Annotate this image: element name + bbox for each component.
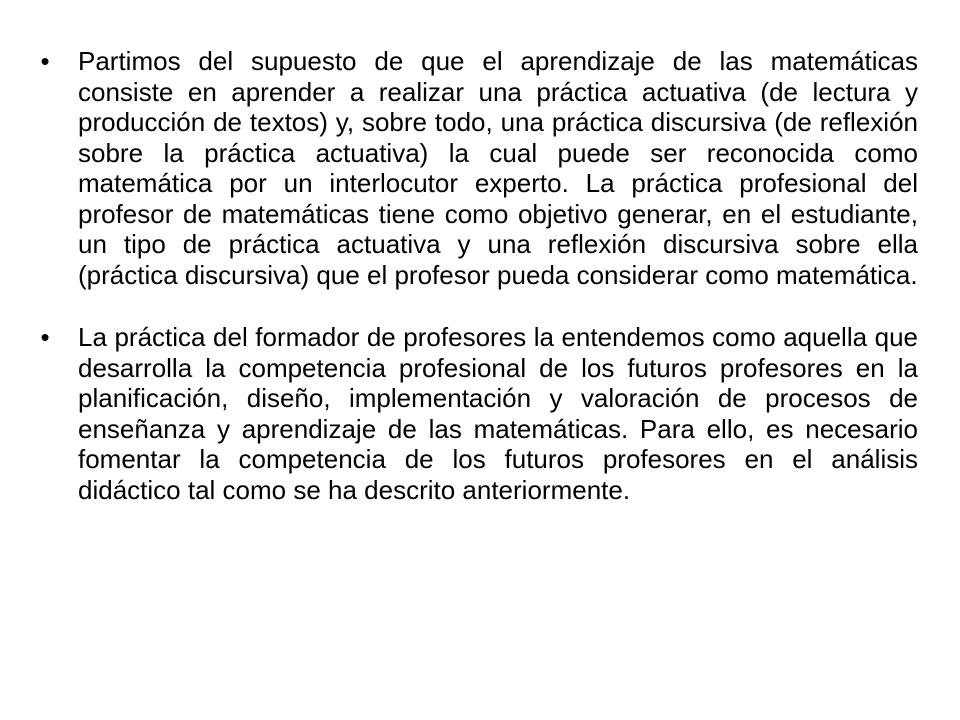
bullet-dot-icon: •	[40, 322, 50, 352]
bullet-dot-icon: •	[40, 46, 50, 76]
bullet-text-aprendizaje: Partimos del supuesto de que el aprendizaje de las matemáticas consiste en aprender a realizar una práctica actuativa (de lectura y producción de textos) y, sobre todo, una práctica discursiva (de reflexión sobre la práctica actuativa) la cual puede ser reconocida como matemática por un interlocutor experto. La práctica profesional del profesor de matemáticas tiene como objetivo generar, en el estudiante, un tipo de práctica actuativa y una reflexión discursiva sobre ella (práctica discursiva) que el profesor pueda considerar como matemática.	[78, 46, 918, 290]
bullet-list	[30, 46, 918, 537]
bullet-item-aprendizaje	[30, 46, 918, 290]
bullet-text-formador: La práctica del formador de profesores la entendemos como aquella que desarrolla la competencia profesional de los futuros profesores en la planificación, diseño, implementación y valoración de procesos de enseñanza y aprendizaje de las matemáticas. Para ello, es necesario fomentar la competencia de los futuros profesores en el análisis didáctico tal como se ha descrito anteriormente.	[78, 322, 918, 505]
bullet-item-formador	[30, 322, 918, 505]
